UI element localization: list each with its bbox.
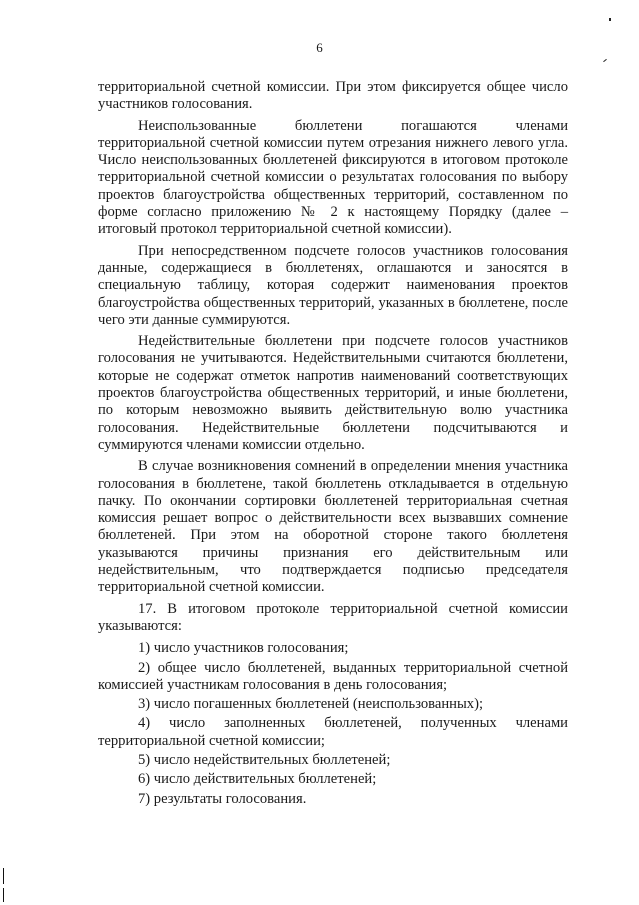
- paragraph-invalid-ballots: Недействительные бюллетени при подсчете голосов участников голосования не учитываются. Недействительными считаются бюллетени, которые не содержат отметок напротив наименований соответствующих проектов благоустройства общественных территорий, и иные бюллетени, по которым невозможно выявить действительную волю участника голосования. Недействительные бюллетени подсчитываются и суммируются членами комиссии отдельно.: [98, 333, 568, 453]
- list-item: 1) число участников голосования;: [138, 640, 349, 657]
- scan-edge-line: [3, 868, 4, 884]
- list-item: 4) число заполненных бюллетеней, полученных членами территориальной счетной комиссии;: [98, 715, 568, 749]
- page-number: 6: [316, 40, 323, 55]
- scan-artifact-mark: [603, 59, 607, 62]
- paragraph-section-17: 17. В итоговом протоколе территориальной счетной комиссии указываются:: [98, 600, 568, 634]
- paragraph-continuation: территориальной счетной комиссии. При этом фиксируется общее число участников голосования.: [98, 79, 568, 113]
- list-item: 5) число недействительных бюллетеней;: [138, 751, 391, 768]
- paragraph-direct-count: При непосредственном подсчете голосов участников голосования данные, содержащиеся в бюллетенях, оглашаются и заносятся в специальную таблицу, которая содержит наименования проектов благоустройства общественных территорий, указанных в бюллетене, после чего эти данные суммируются.: [98, 242, 568, 328]
- list-item: 2) общее число бюллетеней, выданных территориальной счетной комиссией участникам голосования в день голосования;: [98, 659, 568, 693]
- document-body: [98, 79, 568, 808]
- scan-edge-line: [3, 888, 4, 902]
- scan-artifact-mark: [609, 18, 611, 21]
- list-item: 6) число действительных бюллетеней;: [138, 771, 377, 788]
- list-item: 7) результаты голосования.: [138, 790, 307, 807]
- paragraph-unused-ballots: Неиспользованные бюллетени погашаются членами территориальной счетной комиссии путем отрезания нижнего левого угла. Число неиспользованных бюллетеней фиксируются в итоговом протоколе территориальной счетной комиссии о результатах голосования по выбору проектов благоустройства общественных территорий, составленном по форме согласно приложению № 2 к настоящему Порядку (далее – итоговый протокол территориальной счетной комиссии).: [98, 117, 568, 238]
- paragraph-doubtful-ballots: В случае возникновения сомнений в определении мнения участника голосования в бюллетене, такой бюллетень откладывается в отдельную пачку. По окончании сортировки бюллетеней территориальная счетная комиссия решает вопрос о действительности всех вызвавших сомнение бюллетеней. При этом на оборотной стороне такого бюллетеня указываются причины признания его действительным или недействительным, что подтверждается подписью председателя территориальной счетной комиссии.: [98, 458, 568, 596]
- list-item: 3) число погашенных бюллетеней (неиспользованных);: [138, 696, 483, 713]
